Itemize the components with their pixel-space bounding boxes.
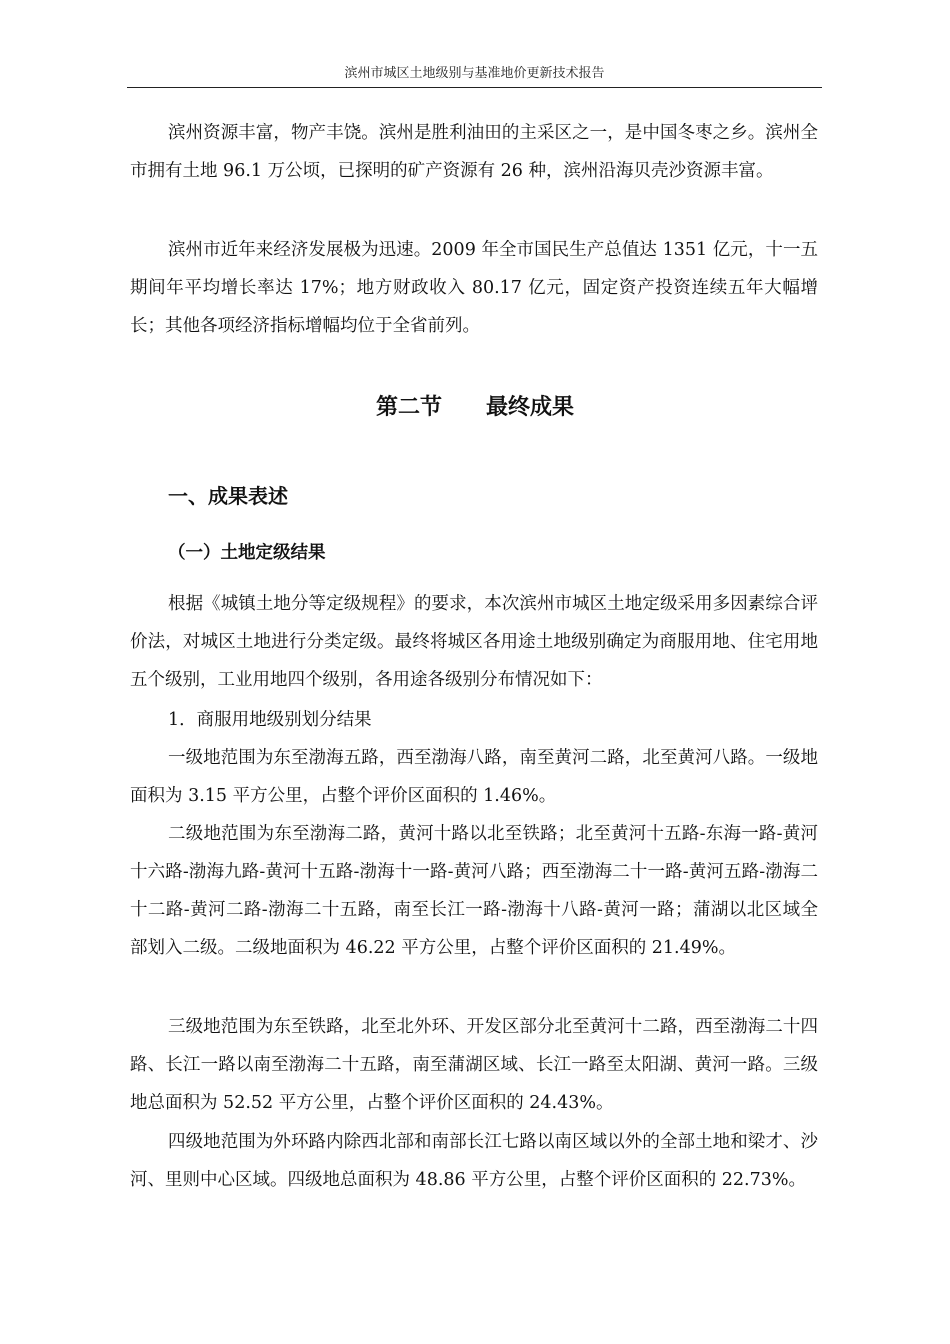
paragraph-grade-4: 四级地范围为外环路内除西北部和南部长江七路以南区域以外的全部土地和梁才、沙河、里则中心区域。四级地总面积为 48.86 平方公里，占整个评价区面积的 22.73%。 — [130, 1132, 818, 1190]
section-title: 第二节 最终成果 — [375, 395, 574, 420]
paragraph-grade-2: 二级地范围为东至渤海二路，黄河十路以北至铁路；北至黄河十五路-东海一路-黄河十六路-渤海九路-黄河十五路-渤海十一路-黄河八路；西至渤海二十一路-黄河五路-渤海二十二路-黄河二路-渤海二十五路，南至长江一路-渤海十八路-黄河一路；蒲湖以北区域全部划入二级。二级地面积为 46.22 平方公里，占整个评价区面积的 21.49%。 — [130, 824, 818, 958]
paragraph-resources: 滨州资源丰富，物产丰饶。滨州是胜利油田的主采区之一，是中国冬枣之乡。滨州全市拥有土地 96.1 万公顷，已探明的矿产资源有 26 种，滨州沿海贝壳沙资源丰富。 — [130, 123, 818, 181]
paragraph-economy: 滨州市近年来经济发展极为迅速。2009 年全市国民生产总值达 1351 亿元，十一五期间年平均增长率达 17%；地方财政收入 80.17 亿元，固定资产投资连续五年大幅增长；其他各项经济指标增幅均位于全省前列。 — [130, 240, 818, 336]
running-header: 滨州市城区土地级别与基准地价更新技术报告 — [344, 66, 605, 81]
paragraph-grading-method: 根据《城镇土地分等定级规程》的要求，本次滨州市城区土地定级采用多因素综合评价法，对城区土地进行分类定级。最终将城区各用途土地级别确定为商服用地、住宅用地五个级别，工业用地四个级别，各用途各级别分布情况如下： — [130, 594, 818, 690]
paragraph-commercial-subtitle: 1．商服用地级别划分结果 — [168, 710, 372, 730]
heading-results-statement: 一、成果表述 — [168, 484, 288, 508]
heading-land-grading-results: （一）土地定级结果 — [168, 543, 326, 563]
header-divider — [127, 87, 822, 88]
paragraph-grade-1: 一级地范围为东至渤海五路，西至渤海八路，南至黄河二路，北至黄河八路。一级地面积为 3.15 平方公里，占整个评价区面积的 1.46%。 — [130, 748, 818, 806]
paragraph-grade-3: 三级地范围为东至铁路，北至北外环、开发区部分北至黄河十二路，西至渤海二十四路、长江一路以南至渤海二十五路，南至蒲湖区域、长江一路至太阳湖、黄河一路。三级地总面积为 52.52 平方公里，占整个评价区面积的 24.43%。 — [130, 1017, 818, 1113]
